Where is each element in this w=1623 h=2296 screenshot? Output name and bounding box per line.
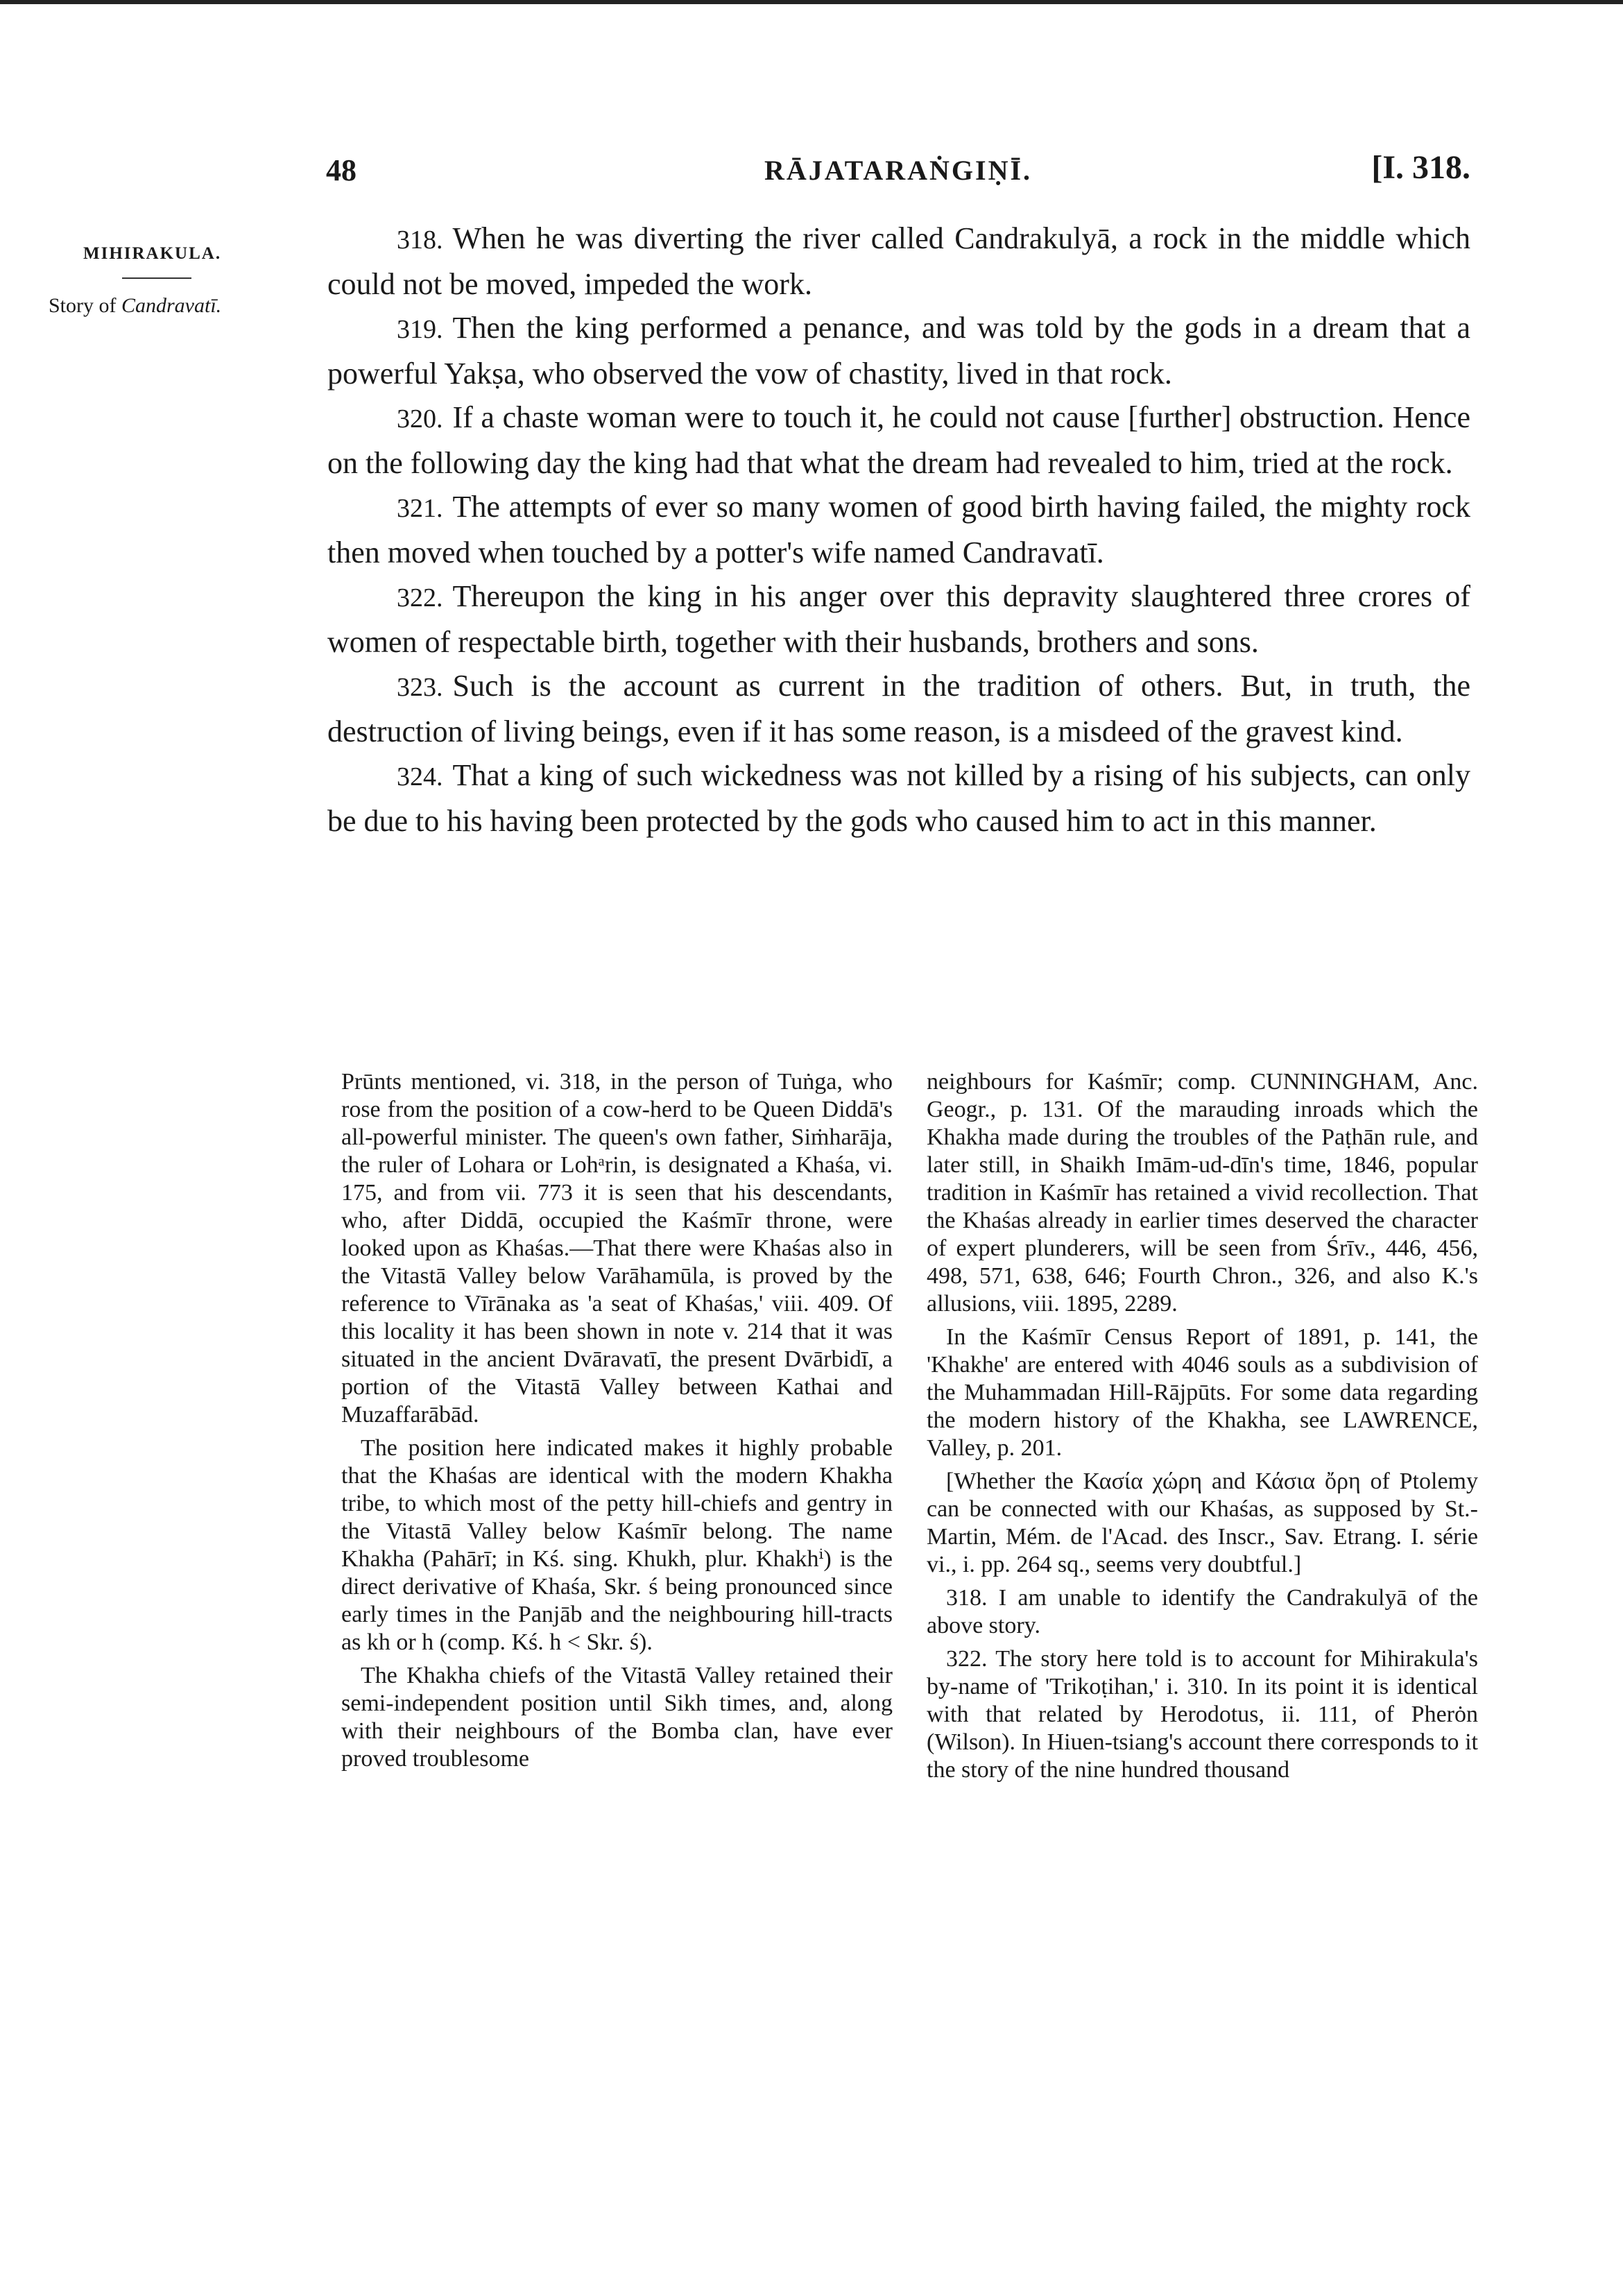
note-paragraph: The Khakha chiefs of the Vitastā Valley retained their semi-independent position until Sikh times, and, along with their neighbours of the Bomba clan, have ever proved troublesome [341,1663,893,1772]
verse-text: Thereupon the king in his anger over this depravity slaughtered three crores of women of respectable birth, together with their husbands, brothers and sons. [327,579,1470,659]
verse-number: 323. [397,673,443,702]
margin-story-prefix: Story of [49,294,117,317]
verse-number: 324. [397,762,443,791]
note-paragraph: [Whether the Κασία χώρη and Κάσια ὄρη of Ptolemy can be connected with our Khaśas, as supposed by St.-Martin, Mém. de l'Acad. des Inscr., Sav. Etrang. I. série vi., i. pp. 264 sq., seems very doubtful.] [927,1468,1478,1577]
verse [327,216,1470,306]
page-header [326,149,1470,194]
verse-text: The attempts of ever so many women of good birth having failed, the mighty rock then moved when touched by a potter's wife named Candravatī. [327,490,1470,569]
verse-number: 322. [397,583,443,612]
notes-right-column [927,1068,1478,1790]
verse [327,306,1470,395]
verse [327,485,1470,574]
verse-text: That a king of such wickedness was not killed by a rising of his subjects, can only be due to his having been protected by the gods who caused him to act in this manner. [327,758,1470,838]
running-title: RĀJATARAṄGIṆĪ. [764,155,1033,186]
verse-number: 320. [397,404,443,434]
verse-text [327,216,1470,843]
margin-king-name: MIHIRAKULA. [83,244,222,263]
note-paragraph: Prūnts mentioned, vi. 318, in the person of Tuṅga, who rose from the position of a cow-herd to be Queen Diddā's all-powerful minister. The queen's own father, Siṁharāja, the ruler of Lohara or Lohᵃrin, is designated a Khaśa, vi. 175, and from vii. 773 it is seen that his descendants, who, after Diddā, occupied the Kaśmīr throne, were looked upon as Khaśas.—That there were Khaśas also in the Vitastā Valley below Varāhamūla, is proved by the reference to Vīrānaka as 'a seat of Khaśas,' viii. 409. Of this locality it has been shown in note v. 214 that it was situated in the ancient Dvāravatī, the present Dvārbidī, a portion of the Vitastā Valley between Kathai and Muzaffarābād. [341,1069,893,1428]
notes-left-column [341,1068,893,1779]
verse-number: 319. [397,315,443,344]
page-number: 48 [326,153,357,187]
note-paragraph: 318. I am unable to identify the Candrakulyā of the above story. [927,1585,1478,1638]
section-label: [I. 318. [1371,149,1470,186]
note-paragraph: 322. The story here told is to account for Mihirakula's by-name of 'Trikoṭihan,' i. 310. In its point it is identical with that related by Herodotus, ii. 111, of Pherȯn (Wilson). In Hiuen-tsiang's account there corresponds to it the story of the nine hundred thousand [927,1646,1478,1783]
verse-number: 321. [397,494,443,523]
verse-text: Such is the account as current in the tradition of others. But, in truth, the destruction of living beings, even if it has some reason, is a misdeed of the gravest kind. [327,669,1470,748]
verse [327,395,1470,485]
note-paragraph: In the Kaśmīr Census Report of 1891, p. 141, the 'Khakhe' are entered with 4046 souls as a subdivision of the Muhammadan Hill-Rājpūts. For some data regarding the modern history of the Khakha, see LAWRENCE, Valley, p. 201. [927,1324,1478,1461]
verse [327,753,1470,843]
verse-number: 318. [397,225,443,255]
note-paragraph: The position here indicated makes it highly probable that the Khaśas are identical with the modern Khakha tribe, to which most of the petty hill-chiefs and gentry in the Vitastā Valley below Kaśmīr belong. The name Khakha (Pahārī; in Kś. sing. Khukh, plur. Khakhⁱ) is the direct derivative of Khaśa, Skr. ś being pronounced since early times in the Panjāb and the neighbouring hill-tracts as kh or h (comp. Kś. h < Skr. ś). [341,1435,893,1655]
margin-rule [122,277,191,279]
verse-text: Then the king performed a penance, and was told by the gods in a dream that a powerful Yakṣa, who observed the vow of chastity, lived in that rock. [327,311,1470,391]
verse-text: If a chaste woman were to touch it, he could not cause [further] obstruction. Hence on the following day the king had that what the dream had revealed to him, tried at the rock. [327,400,1470,480]
verse [327,664,1470,753]
margin-story-name: Candravatī. [121,294,222,317]
verse-text: When he was diverting the river called Candrakulyā, a rock in the middle which could not be moved, impeded the work. [327,221,1470,301]
margin-story-note [49,294,326,318]
verse [327,574,1470,664]
note-paragraph: neighbours for Kaśmīr; comp. CUNNINGHAM, Anc. Geogr., p. 131. Of the marauding inroads which the Khakha made during the troubles of the Paṭhān rule, and later still, in Shaikh Imām-ud-dīn's time, 1846, popular tradition in Kaśmīr has retained a vivid recollection. That the Khaśas already in earlier times deserved the character of expert plunderers, will be seen from Śrīv., 446, 456, 498, 571, 638, 646; Fourth Chron., 326, and also K.'s allusions, viii. 1895, 2289. [927,1069,1478,1317]
top-border [0,0,1623,4]
